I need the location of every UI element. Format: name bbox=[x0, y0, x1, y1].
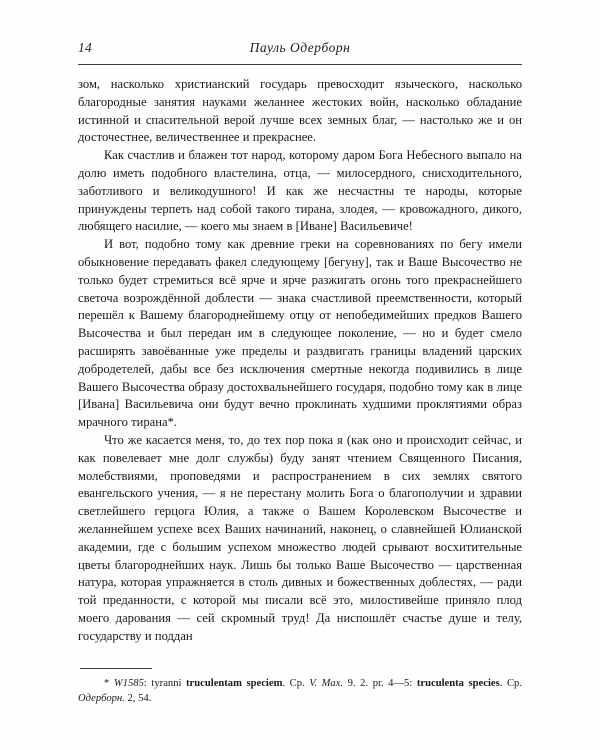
paragraph: И вот, подобно тому как древние греки на соревнованиях по бегу имели обыкновение передавать факел следующему [бегуну], так и Ваше Высочество не только будет стремиться всё ярче и ярче разжигать огонь того прекраснейшего светоча возрождённой доблести — знака счастливой преемственности, который перешёл к Вашему благороднейшему отцу от непобедимейших предков Вашего Высочества и был передан им в следующее поколение, — но и будет смело расширять завоёванные уже пределы и раздвигать границы владений царских добродетелей, дабы все без исключения смертные некогда подивились в лице Вашего Высочества образу достохвальнейшего государя, подобно тому как в лице [Ивана] Васильевича они будут вечно проклинать худшими проклятиями образ мрачного тирана*. bbox=[78, 237, 522, 430]
footnote-segment: V. Max. bbox=[309, 678, 344, 689]
body-text-block bbox=[78, 76, 522, 646]
running-head-title: Пауль Одерборн bbox=[249, 40, 351, 55]
footnote-segment: W1585 bbox=[113, 678, 144, 689]
footnote-segment: truculentam speciem bbox=[186, 678, 283, 689]
paragraph: зом, насколько христианский государь превосходит языческого, насколько благородные занятия науками желаннее жестоких войн, насколько обладание истинной и спасительной верой лучше всех земных благ, — настолько же и он досточестнее, величественнее и прекраснее. bbox=[78, 77, 522, 145]
footnote-separator-rule bbox=[80, 668, 152, 669]
footnote-segment: : tyranni bbox=[143, 678, 187, 689]
paragraph: Что же касается меня, то, до тех пор пока я (как оно и происходит сейчас, и как повелевает мне долг службы) буду занят чтением Священного Писания, молебствиями, проповедями и распространением в сих землях святого евангельского учения, — я не перестану молить Бога о благополучии и здравии светлейшего герцога Юлия, а также о Вашем Королевском Высочестве и желаннейшем успехе всех Ваших начинаний, наконец, о славнейшей Юлианской академии, где с большим успехом множество людей срывают восхитительные цветы благороднейших наук. Лишь бы только Ваше Высочество — царственная натура, которая упражняется в столь дивных и божественных доблестях, — ради той преданности, с которой мы писали всё это, милостивейше приняло плод моего дарования — сей скромный труд! Да ниспошлёт счастье душе и телу, государству и поддан bbox=[78, 432, 522, 643]
footnote bbox=[78, 676, 522, 706]
footnote-segment: 9. 2. pr. 4—5: bbox=[343, 678, 417, 689]
footnote-segment: . Ср. bbox=[499, 678, 522, 689]
footnote-segment: truculenta species bbox=[416, 678, 500, 689]
running-head bbox=[78, 40, 522, 62]
footnote-marker: * bbox=[104, 678, 114, 689]
footnote-segment: 2, 54. bbox=[124, 693, 152, 704]
header-rule bbox=[78, 64, 522, 65]
footnote-segment: . Ср. bbox=[282, 678, 310, 689]
page-number: 14 bbox=[78, 40, 92, 55]
footnote-segment: Одерборн. bbox=[78, 693, 125, 704]
paragraph: Как счастлив и блажен тот народ, которому даром Бога Небесного выпало на долю иметь подобного властелина, отца, — милосердного, снисходительного, заботливого и великодушного! И как же несчастны те народы, которые принуждены терпеть над собой такого тирана, злодея, — кровожадного, дикого, любящего насилие, — коего мы знаем в [Иване] Васильевиче! bbox=[78, 148, 522, 234]
